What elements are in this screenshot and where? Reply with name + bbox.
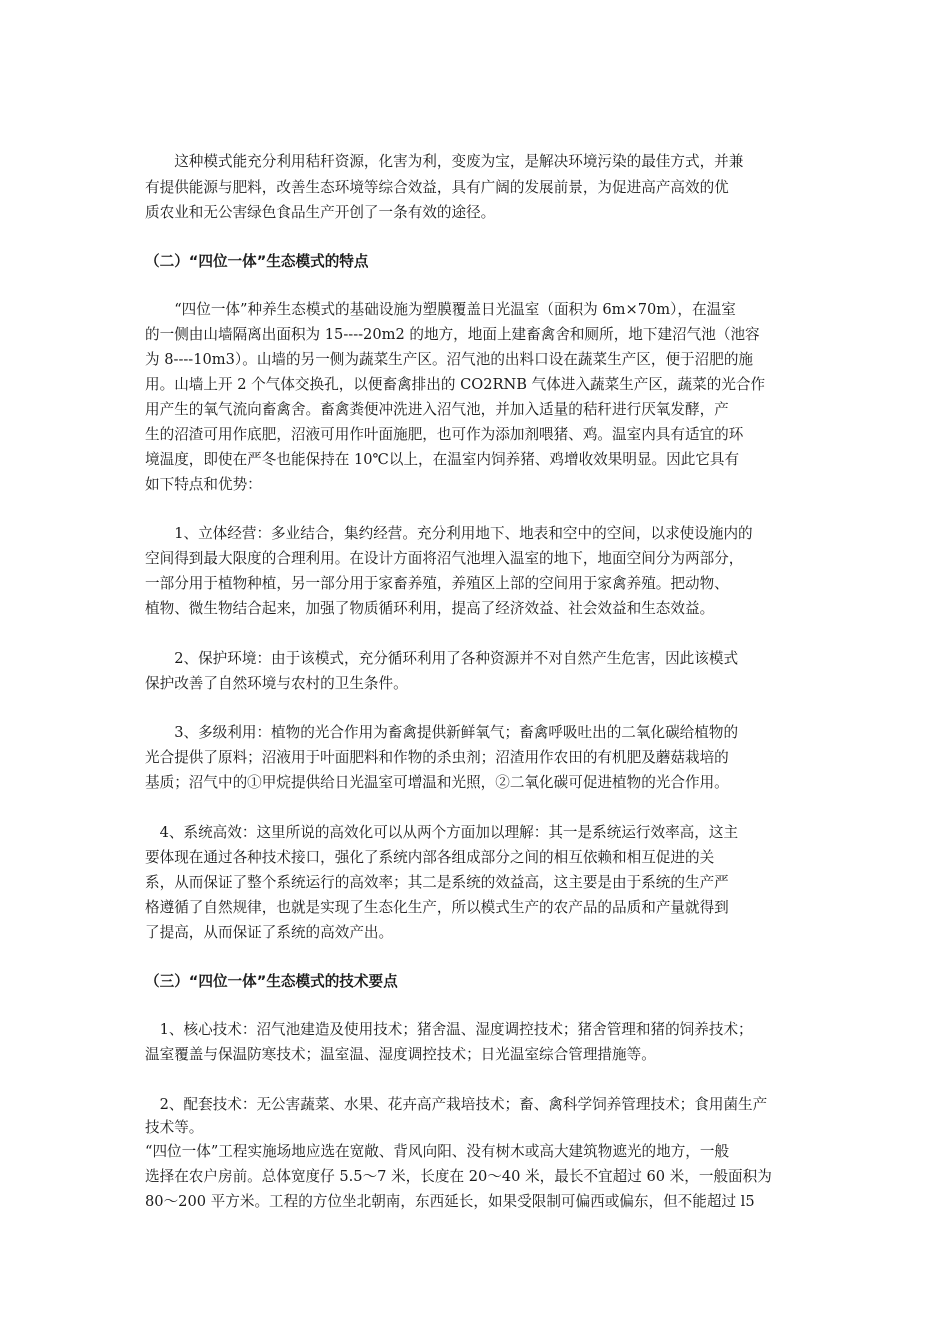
text-line: 如下特点和优势： (145, 476, 262, 493)
text-line: 2、配套技术：无公害蔬菜、水果、花卉高产栽培技术；畜、禽科学饲养管理技术；食用菌生产 (145, 1096, 768, 1113)
text-line: 为 8----10m3）。山墙的另一侧为蔬菜生产区。沼气池的出料口设在蔬菜生产区，便于沼肥的施 (145, 351, 754, 368)
text-line: 技术等。 (145, 1119, 204, 1136)
text-line: 80～200 平方米。工程的方位坐北朝南，东西延长，如果受限制可偏西或偏东，但不能超过 l5 (145, 1193, 755, 1210)
text-line: 了提高，从而保证了系统的高效产出。 (145, 924, 394, 941)
text-line: 选择在农户房前。总体宽度仔 5.5～7 米，长度在 20～40 米，最长不宜超过 60 米，一般面积为 (145, 1168, 772, 1185)
text-line: 用产生的氧气流向畜禽舍。畜禽粪便冲洗进入沼气池，并加入适量的秸秆进行厌氧发酵，产 (145, 401, 729, 418)
text-line: 1、立体经营：多业结合，集约经营。充分利用地下、地表和空中的空间，以求使设施内的 (145, 525, 753, 542)
text-line: “四位一体”种养生态模式的基础设施为塑膜覆盖日光温室（面积为 6m×70m），在温室 (145, 301, 736, 318)
text-line: “四位一体”工程实施场地应选在宽敞、背风向阳、没有树木或高大建筑物遮光的地方，一般 (145, 1143, 730, 1160)
text-line: 境温度，即使在严冬也能保持在 10℃以上，在温室内饲养猪、鸡增收效果明显。因此它具有 (145, 451, 740, 468)
text-line: 这种模式能充分利用秸秆资源，化害为利，变废为宝，是解决环境污染的最佳方式，并兼 (145, 153, 744, 170)
text-line: 温室覆盖与保温防寒技术；温室温、湿度调控技术；日光温室综合管理措施等。 (145, 1046, 656, 1063)
text-line: 质农业和无公害绿色食品生产开创了一条有效的途径。 (145, 204, 496, 221)
text-line: 要体现在通过各种技术接口，强化了系统内部各组成部分之间的相互依赖和相互促进的关 (145, 849, 715, 866)
text-line: 生的沼渣可用作底肥，沼液可用作叶面施肥，也可作为添加剂喂猪、鸡。温室内具有适宜的环 (145, 426, 744, 443)
text-line: 植物、微生物结合起来，加强了物质循环利用，提高了经济效益、社会效益和生态效益。 (145, 600, 715, 617)
text-line: 系，从而保证了整个系统运行的高效率；其二是系统的效益高，这主要是由于系统的生产严 (145, 874, 729, 891)
text-line: 2、保护环境：由于该模式，充分循环利用了各种资源并不对自然产生危害，因此该模式 (145, 650, 739, 667)
section-heading: （三）“四位一体”生态模式的技术要点 (145, 973, 398, 990)
text-line: 有提供能源与肥料，改善生态环境等综合效益，具有广阔的发展前景，为促进高产高效的优 (145, 179, 729, 196)
text-line: 一部分用于植物种植，另一部分用于家畜养殖，养殖区上部的空间用于家禽养殖。把动物、 (145, 575, 729, 592)
text-line: 的一侧由山墙隔离出面积为 15----20m2 的地方，地面上建畜禽舍和厕所，地下建沼气池（池容 (145, 326, 760, 343)
section-heading: （二）“四位一体”生态模式的特点 (145, 253, 369, 270)
text-line: 保护改善了自然环境与农村的卫生条件。 (145, 675, 408, 692)
text-line: 空间得到最大限度的合理利用。在设计方面将沼气池埋入温室的地下，地面空间分为两部分， (145, 550, 744, 567)
text-line: 格遵循了自然规律，也就是实现了生态化生产，所以模式生产的农产品的品质和产量就得到 (145, 899, 729, 916)
text-line: 3、多级利用：植物的光合作用为畜禽提供新鲜氧气；畜禽呼吸吐出的二氧化碳给植物的 (145, 724, 739, 741)
text-line: 1、核心技术：沼气池建造及使用技术；猪舍温、湿度调控技术；猪舍管理和猪的饲养技术； (145, 1021, 753, 1038)
text-line: 4、系统高效：这里所说的高效化可以从两个方面加以理解：其一是系统运行效率高，这主 (145, 824, 739, 841)
text-line: 用。山墙上开 2 个气体交换孔，以便畜禽排出的 CO2RNB 气体进入蔬菜生产区，蔬菜的光合作 (145, 376, 766, 393)
text-line: 光合提供了原料；沼液用于叶面肥料和作物的杀虫剂；沼渣用作农田的有机肥及蘑菇栽培的 (145, 749, 729, 766)
text-line: 基质；沼气中的①甲烷提供给日光温室可增温和光照，②二氧化碳可促进植物的光合作用。 (145, 774, 729, 791)
